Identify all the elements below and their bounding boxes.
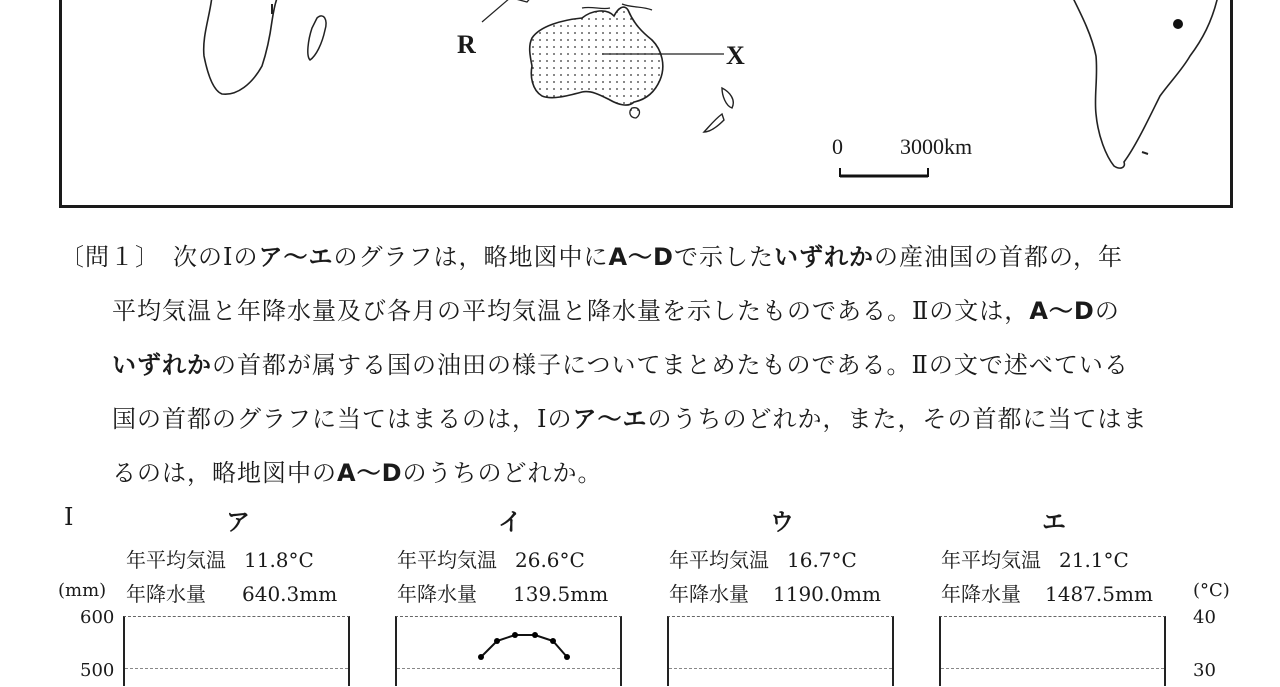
madagascar-landmass bbox=[308, 16, 326, 60]
graph-e-plot bbox=[939, 616, 1166, 686]
graph-e-temp: 年平均気温 21.1°C bbox=[941, 548, 1129, 572]
capital-marker-dot bbox=[1173, 19, 1183, 29]
graph-i-plot bbox=[395, 616, 622, 686]
graph-u-temp: 年平均気温 16.7°C bbox=[669, 548, 857, 572]
r-pointer-line bbox=[482, 0, 510, 22]
right-axis-tick-40: 40 bbox=[1193, 607, 1216, 628]
scale-distance-label: 3000km bbox=[900, 134, 973, 159]
map-label-r: R bbox=[457, 30, 476, 59]
graph-u-plot bbox=[667, 616, 894, 686]
graph-title-u: ウ bbox=[770, 508, 794, 536]
graph-title-a: ア bbox=[226, 508, 250, 536]
question-line: 〔問１〕 次のⅠのア～エのグラフは，略地図中にA～Dで示したいずれかの産油国の首都の，年 bbox=[60, 243, 1124, 271]
left-axis-tick-600: 600 bbox=[80, 607, 115, 628]
graph-i-temp: 年平均気温 26.6°C bbox=[397, 548, 585, 572]
left-axis-tick-500: 500 bbox=[80, 660, 115, 681]
new-zealand-landmass bbox=[704, 88, 733, 132]
question-line: 国の首都のグラフに当てはまるのは，Ⅰのア～エのうちのどれか，また，その首都に当てはま bbox=[112, 405, 1148, 433]
graph-title-e: エ bbox=[1042, 508, 1066, 536]
graph-a-precip: 年降水量 640.3mm bbox=[126, 582, 338, 606]
graph-title-i: イ bbox=[498, 508, 522, 536]
right-axis-tick-30: 30 bbox=[1193, 660, 1216, 681]
question-text bbox=[60, 230, 1240, 500]
right-axis-unit: (°C) bbox=[1193, 580, 1230, 601]
section-roman-numeral: Ⅰ bbox=[64, 503, 74, 531]
graph-a-temp: 年平均気温 11.8°C bbox=[126, 548, 314, 572]
indonesia-islands bbox=[512, 0, 652, 10]
map-frame bbox=[59, 0, 1233, 208]
map-label-x: X bbox=[726, 41, 745, 70]
graph-i-precip: 年降水量 139.5mm bbox=[397, 582, 609, 606]
africa-landmass bbox=[204, 0, 278, 94]
australia-landmass bbox=[530, 7, 663, 105]
graph-a-plot bbox=[123, 616, 350, 686]
question-line: 平均気温と年降水量及び各月の平均気温と降水量を示したものである。Ⅱの文は，A～Dの bbox=[112, 297, 1120, 325]
tasmania-landmass bbox=[630, 108, 640, 118]
south-america-landmass bbox=[1072, 0, 1218, 168]
graph-e-precip: 年降水量 1487.5mm bbox=[941, 582, 1153, 606]
graph-i-temperature-line bbox=[397, 617, 620, 687]
question-line: るのは，略地図中のA～Dのうちのどれか。 bbox=[112, 459, 603, 487]
question-line: いずれかの首都が属する国の油田の様子についてまとめたものである。Ⅱの文で述べている bbox=[112, 351, 1129, 379]
scale-zero-label: 0 bbox=[832, 134, 843, 159]
left-axis-unit: (mm) bbox=[58, 580, 107, 601]
world-map bbox=[62, 0, 1233, 208]
graph-u-precip: 年降水量 1190.0mm bbox=[669, 582, 881, 606]
